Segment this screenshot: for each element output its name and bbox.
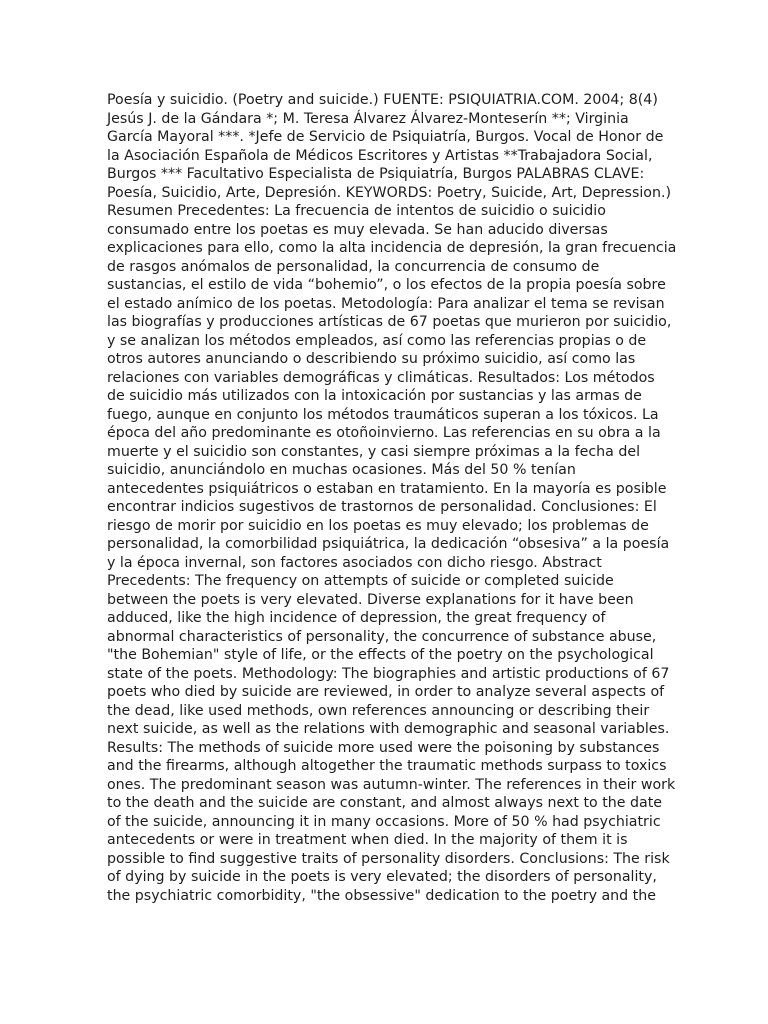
text-line: poets who died by suicide are reviewed, in order to analyze several aspects of (107, 684, 665, 700)
text-line: riesgo de morir por suicidio en los poetas es muy elevado; los problemas de (107, 517, 649, 534)
text-line: sustancias, el estilo de vida “bohemio”, o los efectos de la propia poesía sobre (107, 277, 666, 293)
text-line: ones. The predominant season was autumn-winter. The references in their work (107, 776, 676, 793)
text-line: Poesía y suicidio. (Poetry and suicide.) FUENTE: PSIQUIATRIA.COM. 2004; 8(4) (107, 92, 658, 108)
text-line: Results: The methods of suicide more used were the poisoning by substances (107, 739, 660, 756)
text-line: and the firearms, although altogether the traumatic methods surpass to toxics (107, 758, 667, 774)
text-line: época del año predominante es otoñoinvierno. Las referencias en su obra a la (107, 425, 661, 441)
text-line: García Mayoral ***. *Jefe de Servicio de Psiquiatría, Burgos. Vocal de Honor de (107, 129, 664, 145)
text-line: la Asociación Española de Médicos Escritores y Artistas **Trabajadora Social, (107, 147, 653, 164)
text-line: of dying by suicide in the poets is very elevated; the disorders of personality, (107, 869, 657, 885)
text-line: otros autores anunciando o describiendo su próximo suicidio, así como las (107, 351, 636, 367)
text-line: Precedents: The frequency on attempts of suicide or completed suicide (107, 573, 614, 589)
text-line: muerte y el suicidio son constantes, y casi siempre próximas a la fecha del (107, 443, 641, 460)
text-line: fuego, aunque en conjunto los métodos traumáticos superan a los tóxicos. La (107, 406, 659, 423)
text-line: antecedents or were in treatment when died. In the majority of them it is (107, 832, 628, 848)
text-line: the dead, like used methods, own references announcing or describing their (107, 702, 650, 719)
text-line: suicidio, anunciándolo en muchas ocasiones. Más del 50 % tenían (107, 462, 576, 478)
text-line: "the Bohemian" style of life, or the effects of the poetry on the psychological (107, 647, 654, 663)
text-line: consumado entre los poetas es muy elevada. Se han aducido diversas (107, 221, 608, 238)
text-line: antecedentes psiquiátricos o estaban en tratamiento. En la mayoría es posible (107, 480, 667, 497)
text-line: possible to find suggestive traits of personality disorders. Conclusions: The risk (107, 850, 670, 867)
text-line: Poesía, Suicidio, Arte, Depresión. KEYWORDS: Poetry, Suicide, Art, Depression.) (107, 184, 672, 201)
text-line: abnormal characteristics of personality, the concurrence of substance abuse, (107, 628, 657, 645)
text-line: next suicide, as well as the relations with demographic and seasonal variables. (107, 721, 670, 737)
text-line: personalidad, la comorbilidad psiquiátrica, la dedicación “obsesiva” a la poesía (107, 536, 670, 552)
text-line: Jesús J. de la Gándara *; M. Teresa Álvarez Álvarez-Monteserín **; Virginia (107, 110, 629, 127)
text-line: y se analizan los métodos empleados, así como las referencias propias o de (107, 332, 647, 349)
text-line: de suicidio más utilizados con la intoxicación por sustancias y las armas de (107, 388, 642, 404)
text-line: Burgos *** Facultativo Especialista de Psiquiatría, Burgos PALABRAS CLAVE: (107, 166, 645, 182)
text-line: el estado anímico de los poetas. Metodología: Para analizar el tema se revisan (107, 295, 665, 312)
text-line: adduced, like the high incidence of depression, the great frequency of (107, 610, 606, 626)
text-line: the psychiatric comorbidity, "the obsessive" dedication to the poetry and the (107, 887, 656, 904)
text-line: to the death and the suicide are constant, and almost always next to the date (107, 795, 663, 811)
text-line: state of the poets. Methodology: The biographies and artistic productions of 67 (107, 665, 670, 682)
text-line: encontrar indicios sugestivos de trastornos de personalidad. Conclusiones: El (107, 499, 657, 515)
text-line: of the suicide, announcing it in many occasions. More of 50 % had psychiatric (107, 813, 661, 830)
body-text (107, 91, 677, 905)
text-line: y la época invernal, son factores asociados con dicho riesgo. Abstract (107, 554, 602, 571)
text-line: between the poets is very elevated. Diverse explanations for it have been (107, 591, 634, 608)
text-line: las biografías y producciones artísticas de 67 poetas que murieron por suicidio, (107, 314, 672, 330)
text-line: explicaciones para ello, como la alta incidencia de depresión, la gran frecuencia (107, 240, 677, 256)
text-line: relaciones con variables demográficas y climáticas. Resultados: Los métodos (107, 369, 655, 386)
text-line: Resumen Precedentes: La frecuencia de intentos de suicidio o suicidio (107, 203, 606, 219)
text-line: de rasgos anómalos de personalidad, la concurrencia de consumo de (107, 258, 600, 275)
